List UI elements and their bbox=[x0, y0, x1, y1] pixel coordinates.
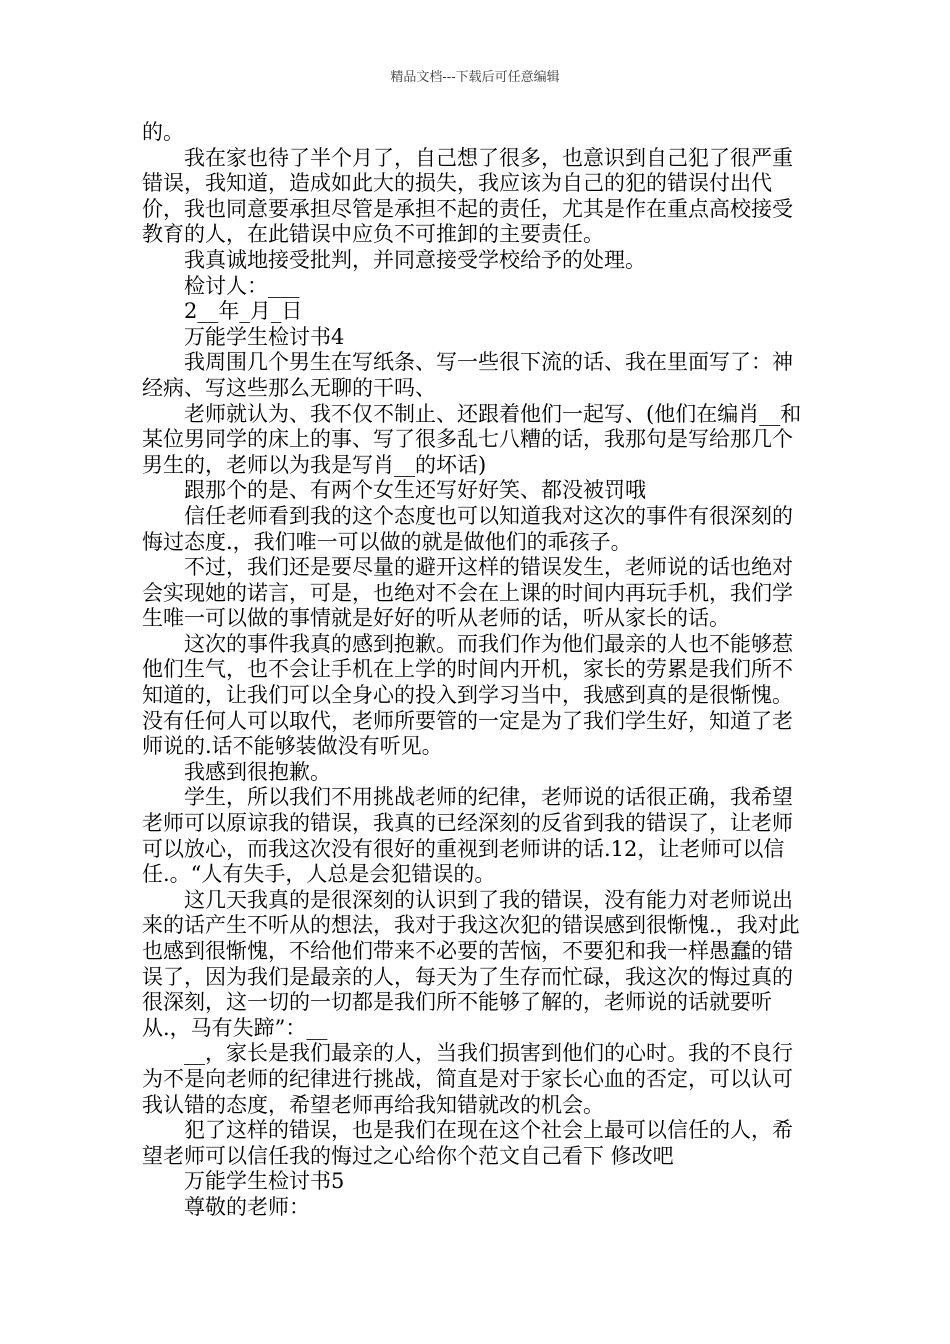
section-title: 万能学生检讨书4 bbox=[184, 324, 345, 349]
page-header: 精品文档---下载后可任意编辑 bbox=[390, 70, 560, 85]
paragraph: __，家长是我们最亲的人，当我们损害到他们的心时。我的不良行为不是向老师的纪律进行挑战，简直是对于家长心血的否定，可以认可我认错的态度，希望老师再给我知错就改的机会。 bbox=[142, 1041, 793, 1117]
paragraph: 我感到很抱歉。 bbox=[184, 759, 331, 784]
paragraph: 跟那个的是、有两个女生还写好好笑、都没被罚哦 bbox=[184, 478, 646, 503]
paragraph: 学生，所以我们不用挑战老师的纪律，老师说的话很正确，我希望老师可以原谅我的错误，我真的已经深刻的反省到我的错误了，让老师可以放心，而我这次没有很好的重视到老师讲的话.12，让老师可以信任.。“人有失手，人总是会犯错误的。 bbox=[142, 785, 793, 887]
paragraph: 犯了这样的错误，也是我们在现在这个社会上最可以信任的人，希望老师可以信任我的悔过之心给你个范文自己看下 修改吧 bbox=[142, 1118, 793, 1168]
paragraph: 这次的事件我真的感到抱歉。而我们作为他们最亲的人也不能够惹他们生气，也不会让手机在上学的时间内开机，家长的劳累是我们所不知道的，让我们可以全身心的投入到学习当中，我感到真的是很惭愧。没有任何人可以取代，老师所要管的一定是为了我们学生好，知道了老师说的.话不能够装做没有听见。 bbox=[142, 631, 793, 759]
paragraph: 不过，我们还是要尽量的避开这样的错误发生，老师说的话也绝对会实现她的诺言，可是，也绝对不会在上课的时间内再玩手机，我们学生唯一可以做的事情就是好好的听从老师的话，听从家长的话。 bbox=[142, 555, 793, 631]
document-body bbox=[142, 120, 812, 1221]
paragraph: 我在家也待了半个月了，自己想了很多，也意识到自己犯了很严重错误，我知道，造成如此大的损失，我应该为自己的犯的错误付出代价，我也同意要承担尽管是承担不起的责任，尤其是作在重点高校接受教育的人，在此错误中应负不可推卸的主要责任。 bbox=[142, 145, 793, 247]
paragraph: 的。 bbox=[142, 120, 184, 144]
paragraph: 我周围几个男生在写纸条、写一些很下流的话、我在里面写了：神经病、写这些那么无聊的干吗、 bbox=[142, 350, 793, 400]
signature-line: 检讨人：___ bbox=[184, 273, 300, 298]
paragraph: 信任老师看到我的这个态度也可以知道我对这次的事件有很深刻的悔过态度.，我们唯一可以做的就是做他们的乖孩子。 bbox=[142, 503, 793, 554]
paragraph: 我真诚地接受批判，并同意接受学校给予的处理。 bbox=[184, 247, 646, 272]
section-title: 万能学生检讨书5 bbox=[184, 1169, 345, 1194]
salutation: 尊敬的老师： bbox=[184, 1194, 310, 1219]
paragraph: 这几天我真的是很深刻的认识到了我的错误，没有能力对老师说出来的话产生不听从的想法，我对于我这次犯的错误感到很惭愧.，我对此也感到很惭愧，不给他们带来不必要的苦恼，不要犯和我一样愚蠢的错误了，因为我们是最亲的人，每天为了生存而忙碌，我这次的悔过真的很深刻，这一切的一切都是我们所不能够了解的，老师说的话就要听从.，马有失蹄”：__ bbox=[142, 887, 800, 1040]
paragraph: 老师就认为、我不仅不制止、还跟着他们一起写、(他们在编肖__和某位男同学的床上的事、写了很多乱七八糟的话，我那句是写给那几个男生的，老师以为我是写肖__的坏话) bbox=[142, 401, 802, 477]
date-line: 2__年_月_日 bbox=[184, 299, 303, 324]
